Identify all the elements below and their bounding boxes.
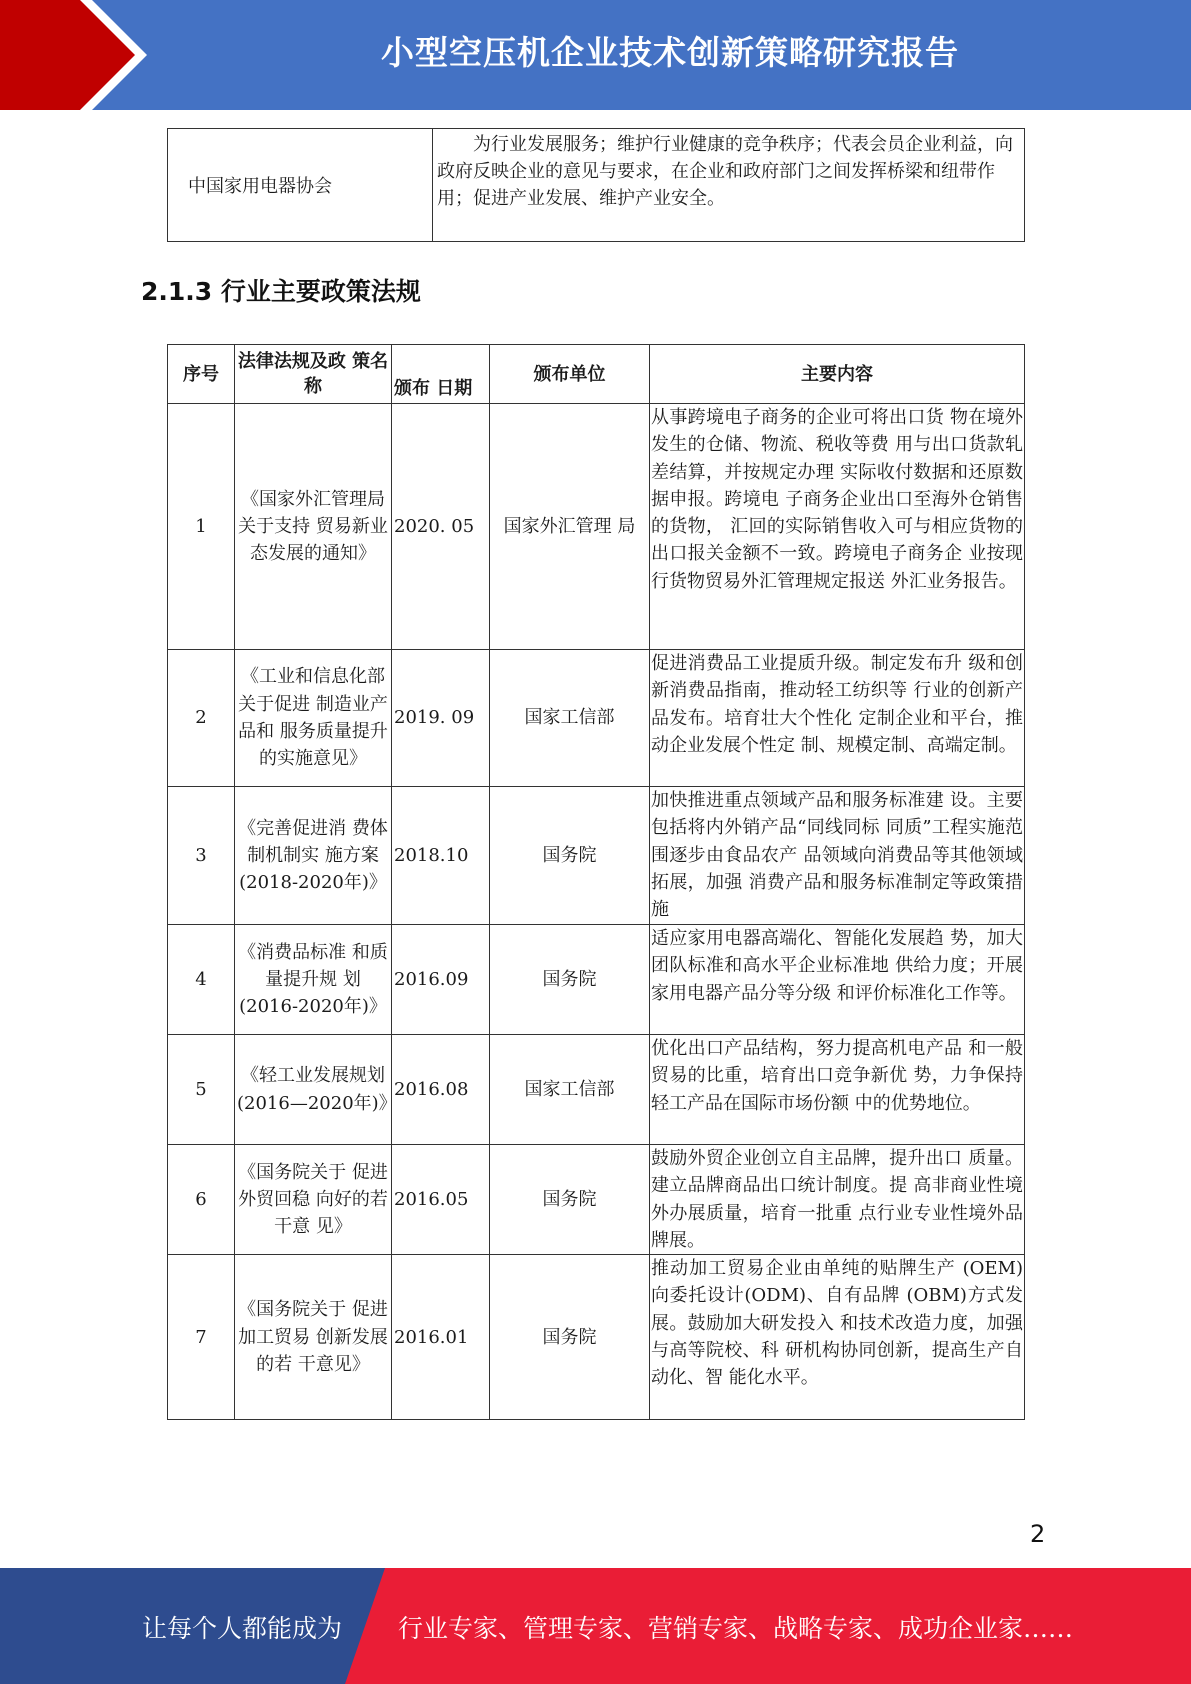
table-header-row [168, 345, 1025, 404]
table-row [168, 129, 1025, 242]
row-content: 促进消费品工业提质升级。制定发布升 级和创新消费品指南，推动轻工纺织等 行业的创新产品发布。培育壮大个性化 定制企业和平台，推动企业发展个性定 制、规模定制、高端定制。 [650, 650, 1025, 787]
row-issuer: 国务院 [490, 1255, 650, 1420]
page-number: 2 [1030, 1520, 1046, 1548]
row-policy-name: 《工业和信息化部关于促进 制造业产品和 服务质量提升 的实施意见》 [235, 650, 392, 787]
policy-table [167, 344, 1025, 1420]
header-number: 序号 [168, 345, 235, 404]
row-date: 2018.10 [392, 787, 490, 925]
row-policy-name: 《轻工业发展规划(2016—2020年)》 [235, 1035, 392, 1145]
row-issuer: 国务院 [490, 925, 650, 1035]
table-row [168, 1035, 1025, 1145]
footer-slogan-left: 让每个人都能成为 [142, 1614, 343, 1643]
row-number: 3 [168, 787, 235, 925]
row-content: 从事跨境电子商务的企业可将出口货 物在境外发生的仓储、物流、税收等费 用与出口货款轧差结算，并按规定办理 实际收付数据和还原数据申报。跨境电 子商务企业出口至海外仓销售的货物， 汇回的实际销售收入可与相应货物的 出口报关金额不一致。跨境电子商务企 业按现行货物贸易外汇管理规定报送 外汇业务报告。 [650, 404, 1025, 650]
row-issuer: 国家工信部 [490, 1035, 650, 1145]
row-date: 2016.09 [392, 925, 490, 1035]
table-row [168, 650, 1025, 787]
row-date: 2016.01 [392, 1255, 490, 1420]
row-policy-name: 《国家外汇管理局关于支持 贸易新业态发展的通知》 [235, 404, 392, 650]
header-issuer: 颁布单位 [490, 345, 650, 404]
page-header [0, 0, 1191, 110]
row-content: 优化出口产品结构，努力提高机电产品 和一般贸易的比重，培育出口竞争新优 势，力争保持轻工产品在国际市场份额 中的优势地位。 [650, 1035, 1025, 1145]
row-content: 推动加工贸易企业由单纯的贴牌生产 (OEM)向委托设计(ODM)、自有品牌 (OBM)方式发展。鼓励加大研发投入 和技术改造力度，加强与高等院校、科 研机构协同创新，提高生产自动化、智 能化水平。 [650, 1255, 1025, 1420]
association-table [167, 128, 1025, 242]
table-row [168, 1255, 1025, 1420]
row-issuer: 国家工信部 [490, 650, 650, 787]
table-row [168, 1145, 1025, 1255]
row-number: 7 [168, 1255, 235, 1420]
row-content: 鼓励外贸企业创立自主品牌，提升出口 质量。建立品牌商品出口统计制度。提 高非商业性境外办展质量，培育一批重 点行业专业性境外品牌展。 [650, 1145, 1025, 1255]
page-footer [0, 1568, 1191, 1684]
row-number: 6 [168, 1145, 235, 1255]
row-issuer: 国务院 [490, 787, 650, 925]
report-title: 小型空压机企业技术创新策略研究报告 [381, 33, 959, 72]
row-number: 1 [168, 404, 235, 650]
row-policy-name: 《国务院关于 促进外贸回稳 向好的若干意 见》 [235, 1145, 392, 1255]
row-policy-name: 《国务院关于 促进加工贸易 创新发展的若 干意见》 [235, 1255, 392, 1420]
row-policy-name: 《消费品标准 和质量提升规 划(2016-2020年)》 [235, 925, 392, 1035]
header-content: 主要内容 [650, 345, 1025, 404]
row-content: 适应家用电器高端化、智能化发展趋 势，加大团队标准和高水平企业标准地 供给力度；开展家用电器产品分等分级 和评价标准化工作等。 [650, 925, 1025, 1035]
table-row [168, 404, 1025, 650]
row-number: 5 [168, 1035, 235, 1145]
row-number: 4 [168, 925, 235, 1035]
table-row [168, 925, 1025, 1035]
association-name: 中国家用电器协会 [168, 129, 433, 242]
header-name: 法律法规及政 策名称 [235, 345, 392, 404]
row-policy-name: 《完善促进消 费体制机制实 施方案(2018-2020年)》 [235, 787, 392, 925]
row-number: 2 [168, 650, 235, 787]
row-content: 加快推进重点领域产品和服务标准建 设。主要包括将内外销产品“同线同标 同质”工程实施范围逐步由食品农产 品领域向消费品等其他领域拓展，加强 消费产品和服务标准制定等政策措施 [650, 787, 1025, 925]
table-row [168, 787, 1025, 925]
section-title: 2.1.3 行业主要政策法规 [141, 277, 421, 306]
row-date: 2016.05 [392, 1145, 490, 1255]
row-issuer: 国家外汇管理 局 [490, 404, 650, 650]
row-date: 2019. 09 [392, 650, 490, 787]
association-description: 为行业发展服务；维护行业健康的竞争秩序；代表会员企业利益，向政府反映企业的意见与要求，在企业和政府部门之间发挥桥梁和纽带作用；促进产业发展、维护产业安全。 [433, 129, 1025, 242]
header-date: 颁布 日期 [392, 345, 490, 404]
header-arrow-decoration [0, 0, 150, 110]
row-date: 2016.08 [392, 1035, 490, 1145]
footer-slogan-right: 行业专家、管理专家、营销专家、战略专家、成功企业家…… [398, 1614, 1074, 1643]
row-issuer: 国务院 [490, 1145, 650, 1255]
row-date: 2020. 05 [392, 404, 490, 650]
